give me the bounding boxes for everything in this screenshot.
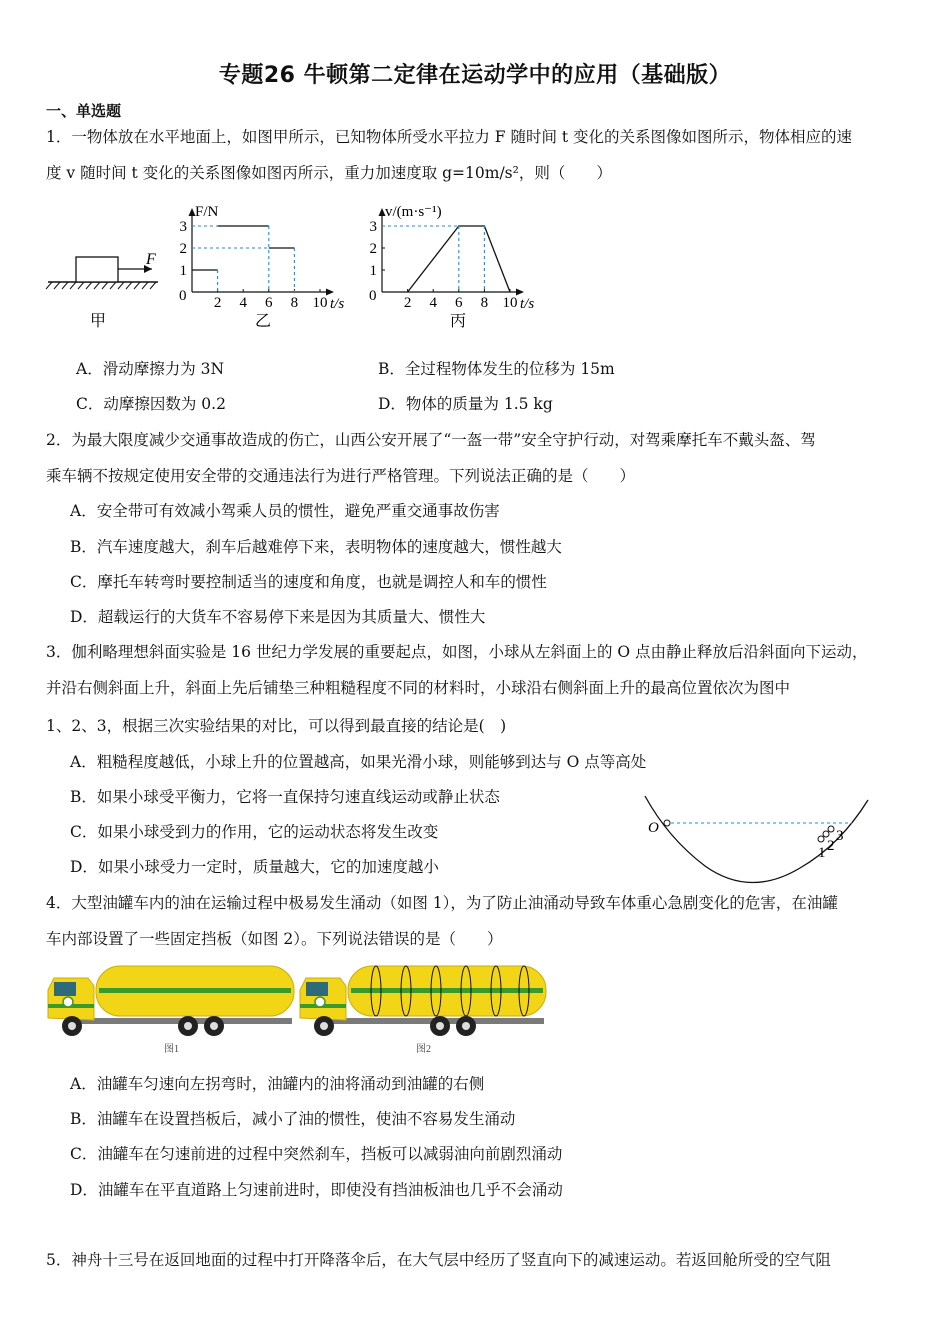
q4-option-c[interactable]: C．油罐车在匀速前进的过程中突然刹车，挡板可以减弱油向前剧烈涌动 — [70, 1145, 563, 1163]
q4-stem-line1: 4．大型油罐车内的油在运输过程中极易发生涌动（如图 1），为了防止油涌动导致车体重心急剧变化的危害，在油罐 — [46, 894, 838, 912]
v-chart-y-tick-label: 2 — [369, 241, 377, 257]
q2-stem-line1: 2．为最大限度减少交通事故造成的伤亡，山西公安开展了“一盔一带”安全守护行动，对驾乘摩托车不戴头盔、驾 — [46, 431, 816, 449]
cab-window — [306, 982, 328, 996]
v-chart-y-label: v/(m·s⁻¹) — [385, 204, 442, 220]
fig1-label: 图1 — [164, 1044, 179, 1055]
q4-option-a[interactable]: A．油罐车匀速向左拐弯时，油罐内的油将涌动到油罐的右侧 — [70, 1075, 485, 1093]
v-chart-y-tick-label: 3 — [369, 219, 377, 235]
q1-figure-jia — [40, 240, 170, 340]
q2-stem-line2: 乘车辆不按规定使用安全带的交通违法行为进行严格管理。下列说法正确的是（ ） — [46, 467, 636, 485]
f-chart-x-tick-label: 6 — [265, 295, 273, 311]
ball-1 — [818, 836, 824, 842]
v-chart-x-tick-label: 10 — [502, 295, 518, 311]
tank-stripe — [99, 988, 291, 993]
force-label: F — [146, 251, 156, 268]
f-chart-x-tick-label: 2 — [213, 295, 222, 311]
label-3: 3 — [836, 828, 844, 844]
q1-stem-line1: 1．一物体放在水平地面上，如图甲所示，已知物体所受水平拉力 F 随时间 t 变化的关系图像如图所示，物体相应的速 — [46, 128, 853, 146]
q3-stem-line2: 并沿右侧斜面上升，斜面上先后铺垫三种粗糙程度不同的材料时，小球沿右侧斜面上升的最高位置依次为图中 — [46, 679, 791, 697]
q1-option-b[interactable]: B．全过程物体发生的位移为 15m — [378, 360, 615, 378]
q4-tanker-figure-2 — [296, 960, 551, 1060]
q1-option-a[interactable]: A．滑动摩擦力为 3N — [76, 360, 225, 378]
label-1: 1 — [818, 845, 826, 861]
q2-option-b[interactable]: B．汽车速度越大，刹车后越难停下来，表明物体的速度越大，惯性越大 — [70, 538, 562, 556]
q3-option-d[interactable]: D．如果小球受力一定时，质量越大，它的加速度越小 — [70, 858, 439, 876]
f-chart-x-label: t/s — [330, 296, 345, 312]
q3-option-b[interactable]: B．如果小球受平衡力，它将一直保持匀速直线运动或静止状态 — [70, 788, 500, 806]
q4-option-b[interactable]: B．油罐车在设置挡板后，减小了油的惯性，使油不容易发生涌动 — [70, 1110, 516, 1128]
q5-stem-line1: 5．神舟十三号在返回地面的过程中打开降落伞后，在大气层中经历了竖直向下的减速运动。若返回舱所受的空气阻 — [46, 1251, 831, 1269]
f-chart-x-tick-label: 4 — [239, 295, 247, 311]
f-chart-x-tick-label: 10 — [312, 295, 328, 311]
tank-stripe — [351, 988, 543, 993]
f-chart-y-tick-label: 2 — [179, 241, 187, 257]
q1-figure-bing — [360, 190, 560, 340]
q3-option-c[interactable]: C．如果小球受到力的作用，它的运动状态将发生改变 — [70, 823, 439, 841]
incline-curve — [645, 796, 868, 883]
q2-option-a[interactable]: A．安全带可有效减小驾乘人员的惯性，避免严重交通事故伤害 — [70, 502, 500, 520]
q4-option-d[interactable]: D．油罐车在平直道路上匀速前进时，即使没有挡油板油也几乎不会涌动 — [70, 1181, 563, 1199]
fig-label-yi: 乙 — [255, 313, 272, 330]
q1-option-c[interactable]: C．动摩擦因数为 0.2 — [76, 395, 226, 413]
fig2-label: 图2 — [416, 1044, 431, 1055]
v-chart-x-tick-label: 2 — [403, 295, 412, 311]
block — [76, 257, 118, 282]
q1-stem-line2: 度 v 随时间 t 变化的关系图像如图丙所示，重力加速度取 g=10m/s²，则（ ） — [46, 164, 612, 182]
q3-stem-line3: 1、2、3，根据三次实验结果的对比，可以得到最直接的结论是( ) — [46, 717, 507, 735]
q3-stem-line1: 3．伽利略理想斜面实验是 16 世纪力学发展的重要起点，如图，小球从左斜面上的 O 点由静止释放后沿斜面向下运动， — [46, 643, 868, 661]
q1-figure-yi — [170, 190, 360, 340]
f-chart-origin-label: 0 — [179, 288, 187, 304]
v-chart-y-tick-label: 1 — [369, 263, 377, 279]
label-o: O — [648, 820, 659, 836]
fig-label-bing: 丙 — [450, 313, 467, 330]
q1-option-d[interactable]: D．物体的质量为 1.5 kg — [378, 395, 553, 413]
f-chart-y-tick-label: 3 — [179, 219, 187, 235]
fig-label-jia: 甲 — [90, 313, 107, 330]
q4-tanker-figure-1 — [44, 960, 299, 1060]
cab-window — [54, 982, 76, 996]
page-title: 专题26 牛顿第二定律在运动学中的应用（基础版） — [218, 63, 732, 88]
v-chart-x-tick-label: 4 — [429, 295, 437, 311]
f-chart-y-label: F/N — [195, 204, 219, 220]
section-heading: 一、单选题 — [46, 102, 122, 120]
v-chart-x-tick-label: 8 — [480, 295, 489, 311]
ball-3 — [828, 826, 834, 832]
v-chart-x-tick-label: 6 — [455, 295, 463, 311]
v-chart-x-label: t/s — [520, 296, 535, 312]
q4-stem-line2: 车内部设置了一些固定挡板（如图 2）。下列说法错误的是（ ） — [46, 930, 503, 948]
q3-option-a[interactable]: A．粗糙程度越低，小球上升的位置越高，如果光滑小球，则能够到达与 O 点等高处 — [70, 753, 647, 771]
label-2: 2 — [827, 838, 835, 854]
f-chart-x-tick-label: 8 — [290, 295, 299, 311]
ball-o — [664, 820, 670, 826]
f-chart-y-tick-label: 1 — [179, 263, 187, 279]
q3-incline-figure — [640, 790, 880, 890]
ball-2 — [823, 831, 829, 837]
v-chart-origin-label: 0 — [369, 288, 377, 304]
q2-option-c[interactable]: C．摩托车转弯时要控制适当的速度和角度，也就是调控人和车的惯性 — [70, 573, 547, 591]
q2-option-d[interactable]: D．超载运行的大货车不容易停下来是因为其质量大、惯性大 — [70, 608, 486, 626]
